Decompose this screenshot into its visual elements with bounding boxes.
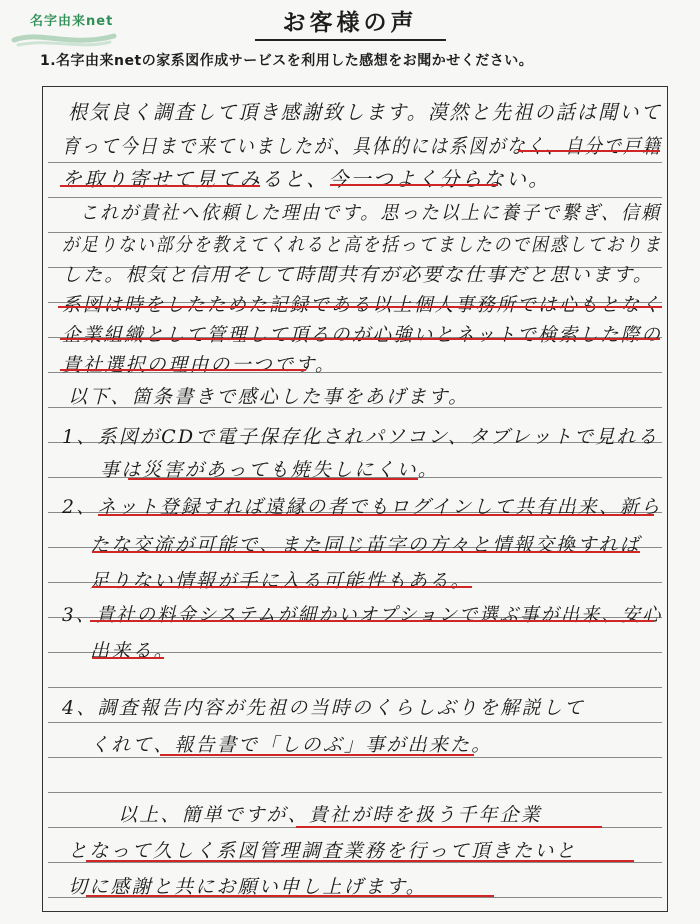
handwritten-line: 事は災害があっても焼失しにくい。 bbox=[100, 459, 440, 481]
red-underline bbox=[518, 150, 660, 152]
handwritten-line: たな交流が可能で、また同じ苗字の方々と情報交換すれば bbox=[90, 534, 641, 556]
handwritten-line: 根気良く調査して頂き感謝致します。漠然と先祖の話は聞いて bbox=[68, 100, 662, 124]
ruled-line bbox=[48, 722, 662, 723]
red-underline bbox=[160, 754, 474, 756]
handwritten-line: した。根気と信用そして時間共有が必要な仕事だと思います。 bbox=[62, 264, 655, 286]
red-underline bbox=[330, 184, 498, 186]
red-underline bbox=[60, 338, 660, 340]
red-underline bbox=[98, 514, 654, 516]
handwritten-line: 2、ネット登録すれば遠縁の者でもログインして共有出来、新ら bbox=[62, 496, 662, 518]
red-underline bbox=[92, 586, 472, 588]
handwritten-line: 切に感謝と共にお願い申し上げます。 bbox=[68, 876, 427, 898]
red-underline bbox=[86, 895, 494, 897]
red-underline bbox=[58, 306, 662, 308]
handwritten-line: 以下、箇条書きで感心した事をあげます。 bbox=[68, 386, 470, 408]
handwritten-line: が足りない部分を教えてくれると高を括ってましたので困惑しておりま bbox=[62, 234, 663, 256]
red-underline bbox=[296, 826, 602, 828]
red-underline bbox=[90, 620, 654, 622]
handwritten-line: くれて、報告書で「しのぶ」事が出来た。 bbox=[90, 734, 493, 756]
handwritten-line: 系図は時をしたためた記録である以上個人事務所では心もとなく bbox=[62, 294, 663, 316]
red-underline bbox=[60, 369, 306, 371]
logo: 名字由来net bbox=[30, 14, 114, 29]
handwritten-line: これが貴社へ依頼した理由です。思った以上に養子で繋ぎ、信頼 bbox=[80, 202, 662, 224]
red-underline bbox=[128, 478, 418, 480]
handwritten-line: 3、貴社の料金システムが細かいオプションで選ぶ事が出来、安心 bbox=[62, 604, 663, 626]
handwritten-line: となって久しく系図管理調査業務を行って頂きたいと bbox=[68, 840, 577, 862]
red-underline bbox=[60, 185, 260, 187]
page-title: お客様の声 bbox=[255, 4, 446, 41]
survey-question: 1.名字由来netの家系図作成サービスを利用した感想をお聞かせください。 bbox=[40, 53, 534, 69]
red-underline bbox=[92, 551, 640, 553]
handwritten-line: 1、系図がCDで電子保存化されパソコン、タブレットで見れる bbox=[62, 426, 659, 448]
handwritten-line: 貴社選択の理由の一つです。 bbox=[62, 354, 337, 376]
handwritten-line: 足りない情報が手に入る可能性もある。 bbox=[90, 570, 472, 592]
ruled-line bbox=[48, 757, 662, 758]
handwritten-line: を取り寄せて見てみると、今一つよく分らない。 bbox=[62, 167, 551, 191]
handwritten-line: 育って今日まで来ていましたが、具体的には系図がなく、自分で戸籍 bbox=[62, 134, 662, 158]
red-underline bbox=[92, 657, 164, 659]
handwritten-line: 以上、簡単ですが、貴社が時を扱う千年企業 bbox=[118, 804, 543, 826]
red-underline bbox=[86, 860, 634, 862]
handwritten-line: 4、調査報告内容が先祖の当時のくらしぶりを解説して bbox=[62, 697, 586, 719]
handwritten-line: 出来る。 bbox=[90, 640, 175, 662]
handwritten-line: 企業組織として管理して頂るのが心強いとネットで検索した際の bbox=[62, 324, 663, 346]
ruled-line bbox=[48, 687, 662, 688]
ruled-line bbox=[48, 792, 662, 793]
